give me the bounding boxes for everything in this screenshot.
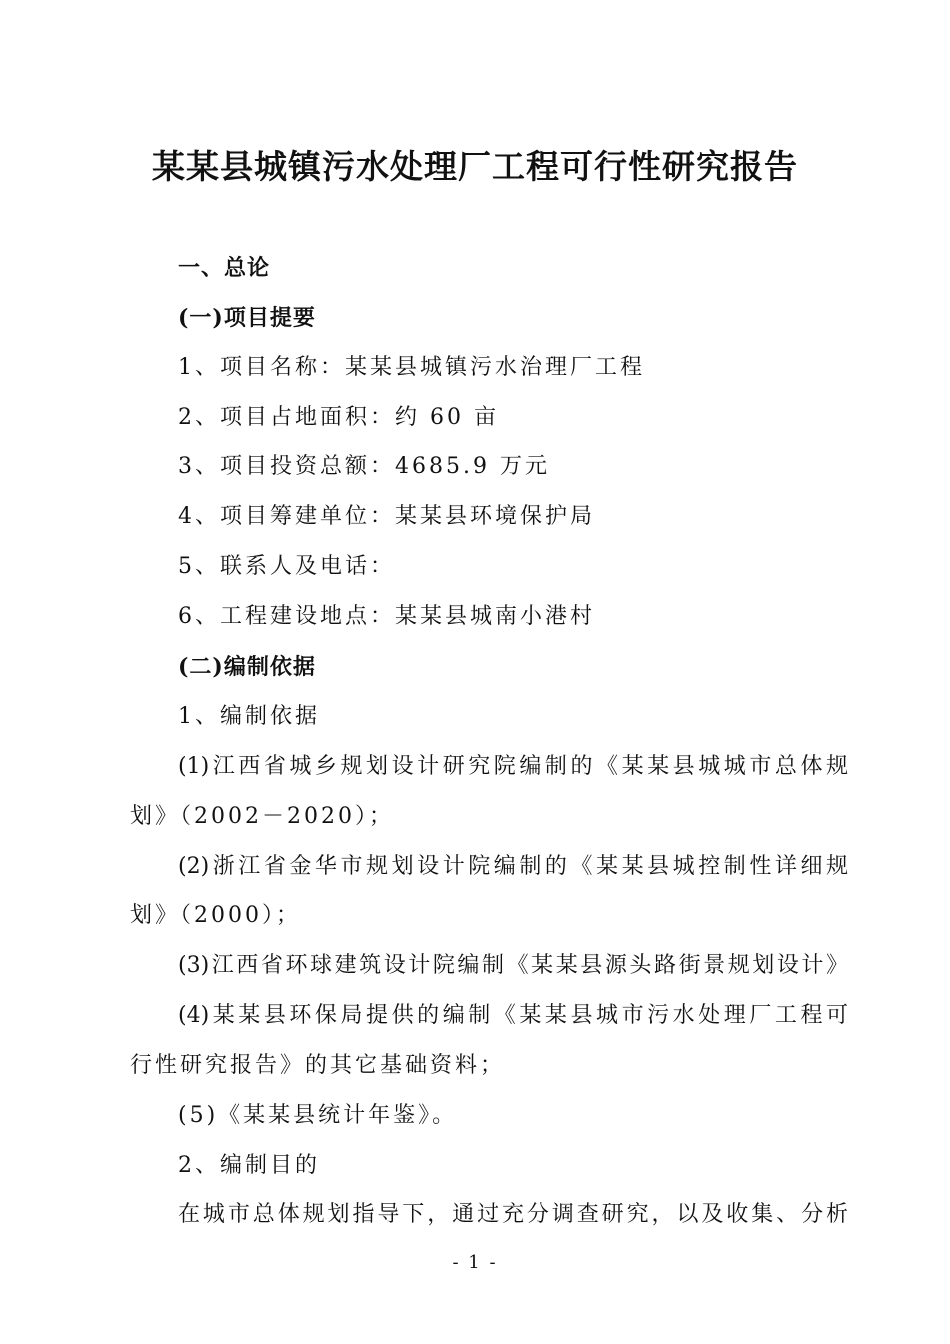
summary-item-project-name: 1、项目名称：某某县城镇污水治理厂工程 — [178, 355, 645, 380]
basis-heading: 1、编制依据 — [178, 704, 320, 729]
basis-item-1-line-2: 划》（2002－2020）； — [130, 804, 394, 829]
summary-item-contact: 5、联系人及电话： — [178, 554, 395, 579]
basis-item-2-line-2: 划》（2000）； — [130, 903, 301, 928]
basis-item-5: (5)《某某县统计年鉴》。 — [178, 1103, 458, 1128]
subsection-heading-project-summary: (一)项目提要 — [178, 305, 316, 331]
purpose-text: 在城市总体规划指导下，通过充分调查研究，以及收集、分析 — [178, 1202, 848, 1227]
basis-item-4-line-1: (4)某某县环保局提供的编制《某某县城市污水处理厂工程可 — [178, 1003, 848, 1028]
subsection-heading-basis: (二)编制依据 — [178, 654, 316, 680]
summary-item-investment: 3、项目投资总额：4685.9 万元 — [178, 454, 550, 479]
summary-item-builder: 4、项目筹建单位：某某县环境保护局 — [178, 504, 595, 529]
summary-item-location: 6、工程建设地点：某某县城南小港村 — [178, 604, 595, 629]
page-number: - 1 - — [452, 1252, 498, 1273]
basis-item-2-line-1: (2)浙江省金华市规划设计院编制的《某某县城控制性详细规 — [178, 854, 848, 879]
purpose-heading: 2、编制目的 — [178, 1153, 320, 1178]
basis-item-1-line-1: (1)江西省城乡规划设计研究院编制的《某某县城城市总体规 — [178, 754, 848, 779]
section-heading-general: 一、总论 — [178, 255, 271, 281]
basis-item-3: (3)江西省环球建筑设计院编制《某某县源头路街景规划设计》 — [178, 953, 848, 978]
basis-item-4-line-2: 行性研究报告》的其它基础资料； — [130, 1053, 506, 1078]
document-title: 某某县城镇污水处理厂工程可行性研究报告 — [152, 147, 798, 186]
summary-item-land-area: 2、项目占地面积：约 60 亩 — [178, 405, 499, 430]
